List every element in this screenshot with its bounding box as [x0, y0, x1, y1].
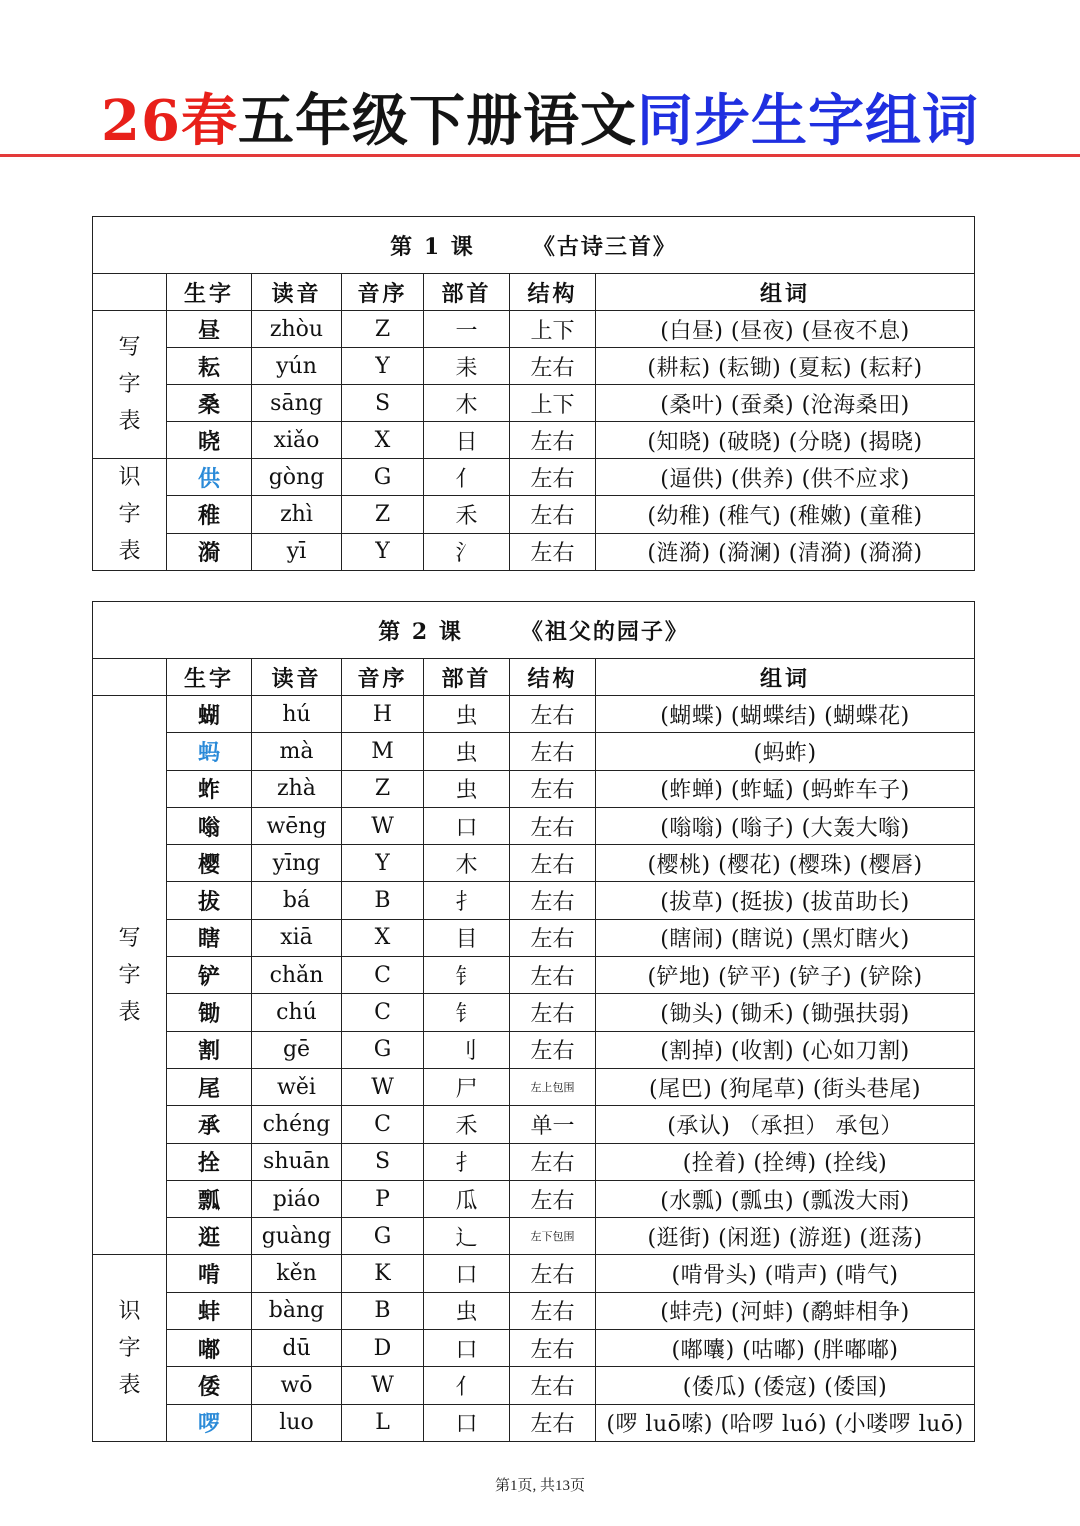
words-cell: (拔草) (挺拔) (拔苗助长) — [596, 882, 975, 919]
char-cell: 锄 — [167, 994, 252, 1031]
structure-cell: 左右 — [510, 696, 596, 733]
structure-cell: 上下 — [510, 311, 596, 348]
char-cell: 承 — [167, 1106, 252, 1143]
header-structure: 结构 — [510, 659, 596, 696]
words-cell: (锄头) (锄禾) (锄强扶弱) — [596, 994, 975, 1031]
table-row — [93, 1255, 975, 1292]
radical-cell: 刂 — [424, 1031, 510, 1068]
radical-cell: 虫 — [424, 770, 510, 807]
pinyin-cell: chéng — [252, 1106, 342, 1143]
char-cell: 逛 — [167, 1218, 252, 1255]
char-cell: 昼 — [167, 311, 252, 348]
section-label-char: 表 — [118, 999, 141, 1025]
radical-cell: 虫 — [424, 1292, 510, 1329]
lesson-2-heading — [93, 602, 975, 659]
structure-cell: 左右 — [510, 422, 596, 459]
words-cell: (白昼) (昼夜) (昼夜不息) — [596, 311, 975, 348]
char-cell: 铲 — [167, 957, 252, 994]
radical-cell: 辶 — [424, 1218, 510, 1255]
table-row — [93, 770, 975, 807]
section-label-char: 写 — [118, 335, 141, 360]
char-cell: 拔 — [167, 882, 252, 919]
words-cell: (倭瓜) (倭寇) (倭国) — [596, 1367, 975, 1404]
words-cell: (嗡嗡) (嗡子) (大轰大嗡) — [596, 807, 975, 844]
radical-cell: 扌 — [424, 882, 510, 919]
words-cell: (水瓢) (瓢虫) (瓢泼大雨) — [596, 1180, 975, 1217]
pinyin-cell: wēng — [252, 807, 342, 844]
structure-cell: 左右 — [510, 807, 596, 844]
header-structure: 结构 — [510, 274, 596, 311]
structure-cell: 左右 — [510, 1367, 596, 1404]
radical-cell: 口 — [424, 1330, 510, 1367]
structure-cell: 左右 — [510, 1330, 596, 1367]
order-cell: B — [342, 882, 424, 919]
pinyin-cell: yún — [252, 348, 342, 385]
title-underline — [0, 154, 1080, 157]
header-order: 音序 — [342, 274, 424, 311]
pinyin-cell: xiā — [252, 919, 342, 956]
order-cell: H — [342, 696, 424, 733]
order-cell: Z — [342, 311, 424, 348]
words-cell: (瞎闹) (瞎说) (黑灯瞎火) — [596, 919, 975, 956]
recog-section-label — [93, 1255, 167, 1441]
radical-cell: 扌 — [424, 1143, 510, 1180]
radical-cell: 钅 — [424, 957, 510, 994]
order-cell: D — [342, 1330, 424, 1367]
structure-cell: 左上包围 — [510, 1068, 596, 1105]
order-cell: G — [342, 459, 424, 496]
table-row — [93, 1218, 975, 1255]
pinyin-cell: yīng — [252, 845, 342, 882]
radical-cell: 耒 — [424, 348, 510, 385]
char-cell: 拴 — [167, 1143, 252, 1180]
order-cell: L — [342, 1404, 424, 1441]
order-cell: X — [342, 422, 424, 459]
words-cell: (蚂蚱) — [596, 733, 975, 770]
words-cell: (嘟囔) (咕嘟) (胖嘟嘟) — [596, 1330, 975, 1367]
char-cell: 瞎 — [167, 919, 252, 956]
structure-cell: 左下包围 — [510, 1218, 596, 1255]
order-cell: S — [342, 385, 424, 422]
radical-cell: 亻 — [424, 1367, 510, 1404]
pinyin-cell: zhòu — [252, 311, 342, 348]
char-cell: 樱 — [167, 845, 252, 882]
structure-cell: 左右 — [510, 459, 596, 496]
section-label-char: 字 — [118, 1335, 141, 1361]
lesson-1-name: 《古诗三首》 — [532, 233, 677, 260]
order-cell: G — [342, 1218, 424, 1255]
lesson-2-number: 第 2 课 — [378, 618, 463, 645]
radical-cell: 一 — [424, 311, 510, 348]
header-pinyin: 读音 — [252, 659, 342, 696]
structure-cell: 左右 — [510, 770, 596, 807]
structure-cell: 左右 — [510, 957, 596, 994]
order-cell: Y — [342, 533, 424, 570]
title-black-part: 五年级下册语文 — [237, 88, 637, 154]
pinyin-cell: gē — [252, 1031, 342, 1068]
structure-cell: 左右 — [510, 1292, 596, 1329]
char-cell: 倭 — [167, 1367, 252, 1404]
char-cell: 割 — [167, 1031, 252, 1068]
title-red-part: 26春 — [101, 88, 238, 154]
table-row — [93, 385, 975, 422]
structure-cell: 左右 — [510, 1180, 596, 1217]
order-cell: W — [342, 807, 424, 844]
order-cell: W — [342, 1068, 424, 1105]
pinyin-cell: guàng — [252, 1218, 342, 1255]
order-cell: C — [342, 957, 424, 994]
table-row — [93, 496, 975, 533]
words-cell: (割掉) (收割) (心如刀割) — [596, 1031, 975, 1068]
char-cell: 嗡 — [167, 807, 252, 844]
section-label-char: 字 — [118, 372, 141, 397]
structure-cell: 左右 — [510, 919, 596, 956]
words-cell: (逛街) (闲逛) (游逛) (逛荡) — [596, 1218, 975, 1255]
order-cell: W — [342, 1367, 424, 1404]
pinyin-cell: hú — [252, 696, 342, 733]
pinyin-cell: piáo — [252, 1180, 342, 1217]
header-pinyin: 读音 — [252, 274, 342, 311]
words-cell: (涟漪) (漪澜) (清漪) (漪漪) — [596, 533, 975, 570]
pinyin-cell: mà — [252, 733, 342, 770]
table-row — [93, 882, 975, 919]
radical-cell: 氵 — [424, 533, 510, 570]
section-label-char: 表 — [118, 539, 141, 564]
table-row — [93, 311, 975, 348]
pinyin-cell: chú — [252, 994, 342, 1031]
pinyin-cell: kěn — [252, 1255, 342, 1292]
radical-cell: 瓜 — [424, 1180, 510, 1217]
section-label-char: 写 — [118, 925, 141, 951]
section-label-char: 字 — [118, 502, 141, 527]
table-row — [93, 919, 975, 956]
pinyin-cell: gòng — [252, 459, 342, 496]
table-row — [93, 533, 975, 570]
order-cell: C — [342, 1106, 424, 1143]
order-cell: B — [342, 1292, 424, 1329]
radical-cell: 口 — [424, 807, 510, 844]
char-cell: 嘟 — [167, 1330, 252, 1367]
char-cell: 供 — [167, 459, 252, 496]
pinyin-cell: shuān — [252, 1143, 342, 1180]
lesson-2-name: 《祖父的园子》 — [520, 618, 689, 645]
radical-cell: 钅 — [424, 994, 510, 1031]
words-cell: (铲地) (铲平) (铲子) (铲除) — [596, 957, 975, 994]
table-row — [93, 1106, 975, 1143]
table-row — [93, 348, 975, 385]
header-char: 生字 — [167, 659, 252, 696]
char-cell: 晓 — [167, 422, 252, 459]
table-row — [93, 1367, 975, 1404]
lesson-1-rows — [93, 311, 975, 571]
char-cell: 啃 — [167, 1255, 252, 1292]
header-blank — [93, 659, 167, 696]
table-row — [93, 994, 975, 1031]
recog-section-label — [93, 459, 167, 571]
words-cell: (知晓) (破晓) (分晓) (揭晓) — [596, 422, 975, 459]
table-row — [93, 1031, 975, 1068]
structure-cell: 上下 — [510, 385, 596, 422]
pinyin-cell: zhà — [252, 770, 342, 807]
structure-cell: 左右 — [510, 533, 596, 570]
table-row — [93, 1404, 975, 1441]
words-cell: (承认) （承担） 承包） — [596, 1106, 975, 1143]
pinyin-cell: luo — [252, 1404, 342, 1441]
char-cell: 蚱 — [167, 770, 252, 807]
char-cell: 啰 — [167, 1404, 252, 1441]
write-section-label — [93, 311, 167, 459]
table-row — [93, 1068, 975, 1105]
char-cell: 瓢 — [167, 1180, 252, 1217]
structure-cell: 左右 — [510, 496, 596, 533]
pinyin-cell: yī — [252, 533, 342, 570]
pinyin-cell: xiǎo — [252, 422, 342, 459]
lesson-1-table — [92, 216, 975, 571]
header-char: 生字 — [167, 274, 252, 311]
radical-cell: 亻 — [424, 459, 510, 496]
pinyin-cell: wěi — [252, 1068, 342, 1105]
words-cell: (蚱蝉) (蚱蜢) (蚂蚱车子) — [596, 770, 975, 807]
structure-cell: 左右 — [510, 1404, 596, 1441]
structure-cell: 左右 — [510, 1143, 596, 1180]
radical-cell: 口 — [424, 1255, 510, 1292]
lesson-2-column-headers — [93, 659, 975, 696]
pinyin-cell: zhì — [252, 496, 342, 533]
lesson-1-heading — [93, 217, 975, 274]
radical-cell: 目 — [424, 919, 510, 956]
char-cell: 尾 — [167, 1068, 252, 1105]
header-words: 组词 — [596, 274, 975, 311]
header-words: 组词 — [596, 659, 975, 696]
words-cell: (樱桃) (樱花) (樱珠) (樱唇) — [596, 845, 975, 882]
order-cell: G — [342, 1031, 424, 1068]
table-row — [93, 459, 975, 496]
table-row — [93, 807, 975, 844]
radical-cell: 禾 — [424, 496, 510, 533]
pinyin-cell: bá — [252, 882, 342, 919]
header-radical: 部首 — [424, 274, 510, 311]
pinyin-cell: wō — [252, 1367, 342, 1404]
section-label-char: 表 — [118, 409, 141, 434]
words-cell: (桑叶) (蚕桑) (沧海桑田) — [596, 385, 975, 422]
words-cell: (逼供) (供养) (供不应求) — [596, 459, 975, 496]
structure-cell: 左右 — [510, 1255, 596, 1292]
order-cell: X — [342, 919, 424, 956]
pinyin-cell: sāng — [252, 385, 342, 422]
structure-cell: 左右 — [510, 733, 596, 770]
section-label-char: 识 — [118, 1298, 141, 1324]
lesson-1-column-headers — [93, 274, 975, 311]
structure-cell: 左右 — [510, 882, 596, 919]
section-label-char: 字 — [118, 962, 141, 988]
words-cell: (啃骨头) (啃声) (啃气) — [596, 1255, 975, 1292]
section-label-char: 识 — [118, 465, 141, 490]
radical-cell: 虫 — [424, 733, 510, 770]
page-footer: 第1页, 共13页 — [494, 1478, 585, 1494]
order-cell: P — [342, 1180, 424, 1217]
table-row — [93, 1292, 975, 1329]
char-cell: 耘 — [167, 348, 252, 385]
radical-cell: 虫 — [424, 696, 510, 733]
lesson-2-table — [92, 601, 975, 1442]
table-row — [93, 422, 975, 459]
structure-cell: 左右 — [510, 348, 596, 385]
char-cell: 漪 — [167, 533, 252, 570]
words-cell: (啰 luō嗦) (哈啰 luó) (小喽啰 luō) — [596, 1404, 975, 1441]
words-cell: (蚌壳) (河蚌) (鹬蚌相争) — [596, 1292, 975, 1329]
radical-cell: 尸 — [424, 1068, 510, 1105]
words-cell: (拴着) (拴缚) (拴线) — [596, 1143, 975, 1180]
order-cell: Z — [342, 770, 424, 807]
table-row — [93, 845, 975, 882]
char-cell: 稚 — [167, 496, 252, 533]
words-cell: (蝴蝶) (蝴蝶结) (蝴蝶花) — [596, 696, 975, 733]
radical-cell: 口 — [424, 1404, 510, 1441]
write-section-label — [93, 696, 167, 1255]
section-label-char: 表 — [118, 1372, 141, 1398]
char-cell: 桑 — [167, 385, 252, 422]
table-row — [93, 733, 975, 770]
order-cell: K — [342, 1255, 424, 1292]
table-row — [93, 1143, 975, 1180]
radical-cell: 木 — [424, 385, 510, 422]
header-radical: 部首 — [424, 659, 510, 696]
char-cell: 蚂 — [167, 733, 252, 770]
char-cell: 蝴 — [167, 696, 252, 733]
header-blank — [93, 274, 167, 311]
header-order: 音序 — [342, 659, 424, 696]
order-cell: C — [342, 994, 424, 1031]
table-row — [93, 957, 975, 994]
structure-cell: 左右 — [510, 1031, 596, 1068]
lesson-2-rows — [93, 696, 975, 1442]
order-cell: Y — [342, 348, 424, 385]
structure-cell: 左右 — [510, 994, 596, 1031]
words-cell: (尾巴) (狗尾草) (街头巷尾) — [596, 1068, 975, 1105]
lesson-1-number: 第 1 课 — [390, 233, 475, 260]
title-blue-part: 同步生字组词 — [636, 88, 979, 154]
words-cell: (耕耘) (耘锄) (夏耘) (耘耔) — [596, 348, 975, 385]
order-cell: S — [342, 1143, 424, 1180]
structure-cell: 左右 — [510, 845, 596, 882]
radical-cell: 日 — [424, 422, 510, 459]
char-cell: 蚌 — [167, 1292, 252, 1329]
structure-cell: 单一 — [510, 1106, 596, 1143]
pinyin-cell: dū — [252, 1330, 342, 1367]
table-row — [93, 1330, 975, 1367]
order-cell: Y — [342, 845, 424, 882]
order-cell: Z — [342, 496, 424, 533]
radical-cell: 禾 — [424, 1106, 510, 1143]
order-cell: M — [342, 733, 424, 770]
words-cell: (幼稚) (稚气) (稚嫩) (童稚) — [596, 496, 975, 533]
radical-cell: 木 — [424, 845, 510, 882]
pinyin-cell: chǎn — [252, 957, 342, 994]
pinyin-cell: bàng — [252, 1292, 342, 1329]
table-row — [93, 696, 975, 733]
page-title — [0, 78, 1080, 164]
table-row — [93, 1180, 975, 1217]
